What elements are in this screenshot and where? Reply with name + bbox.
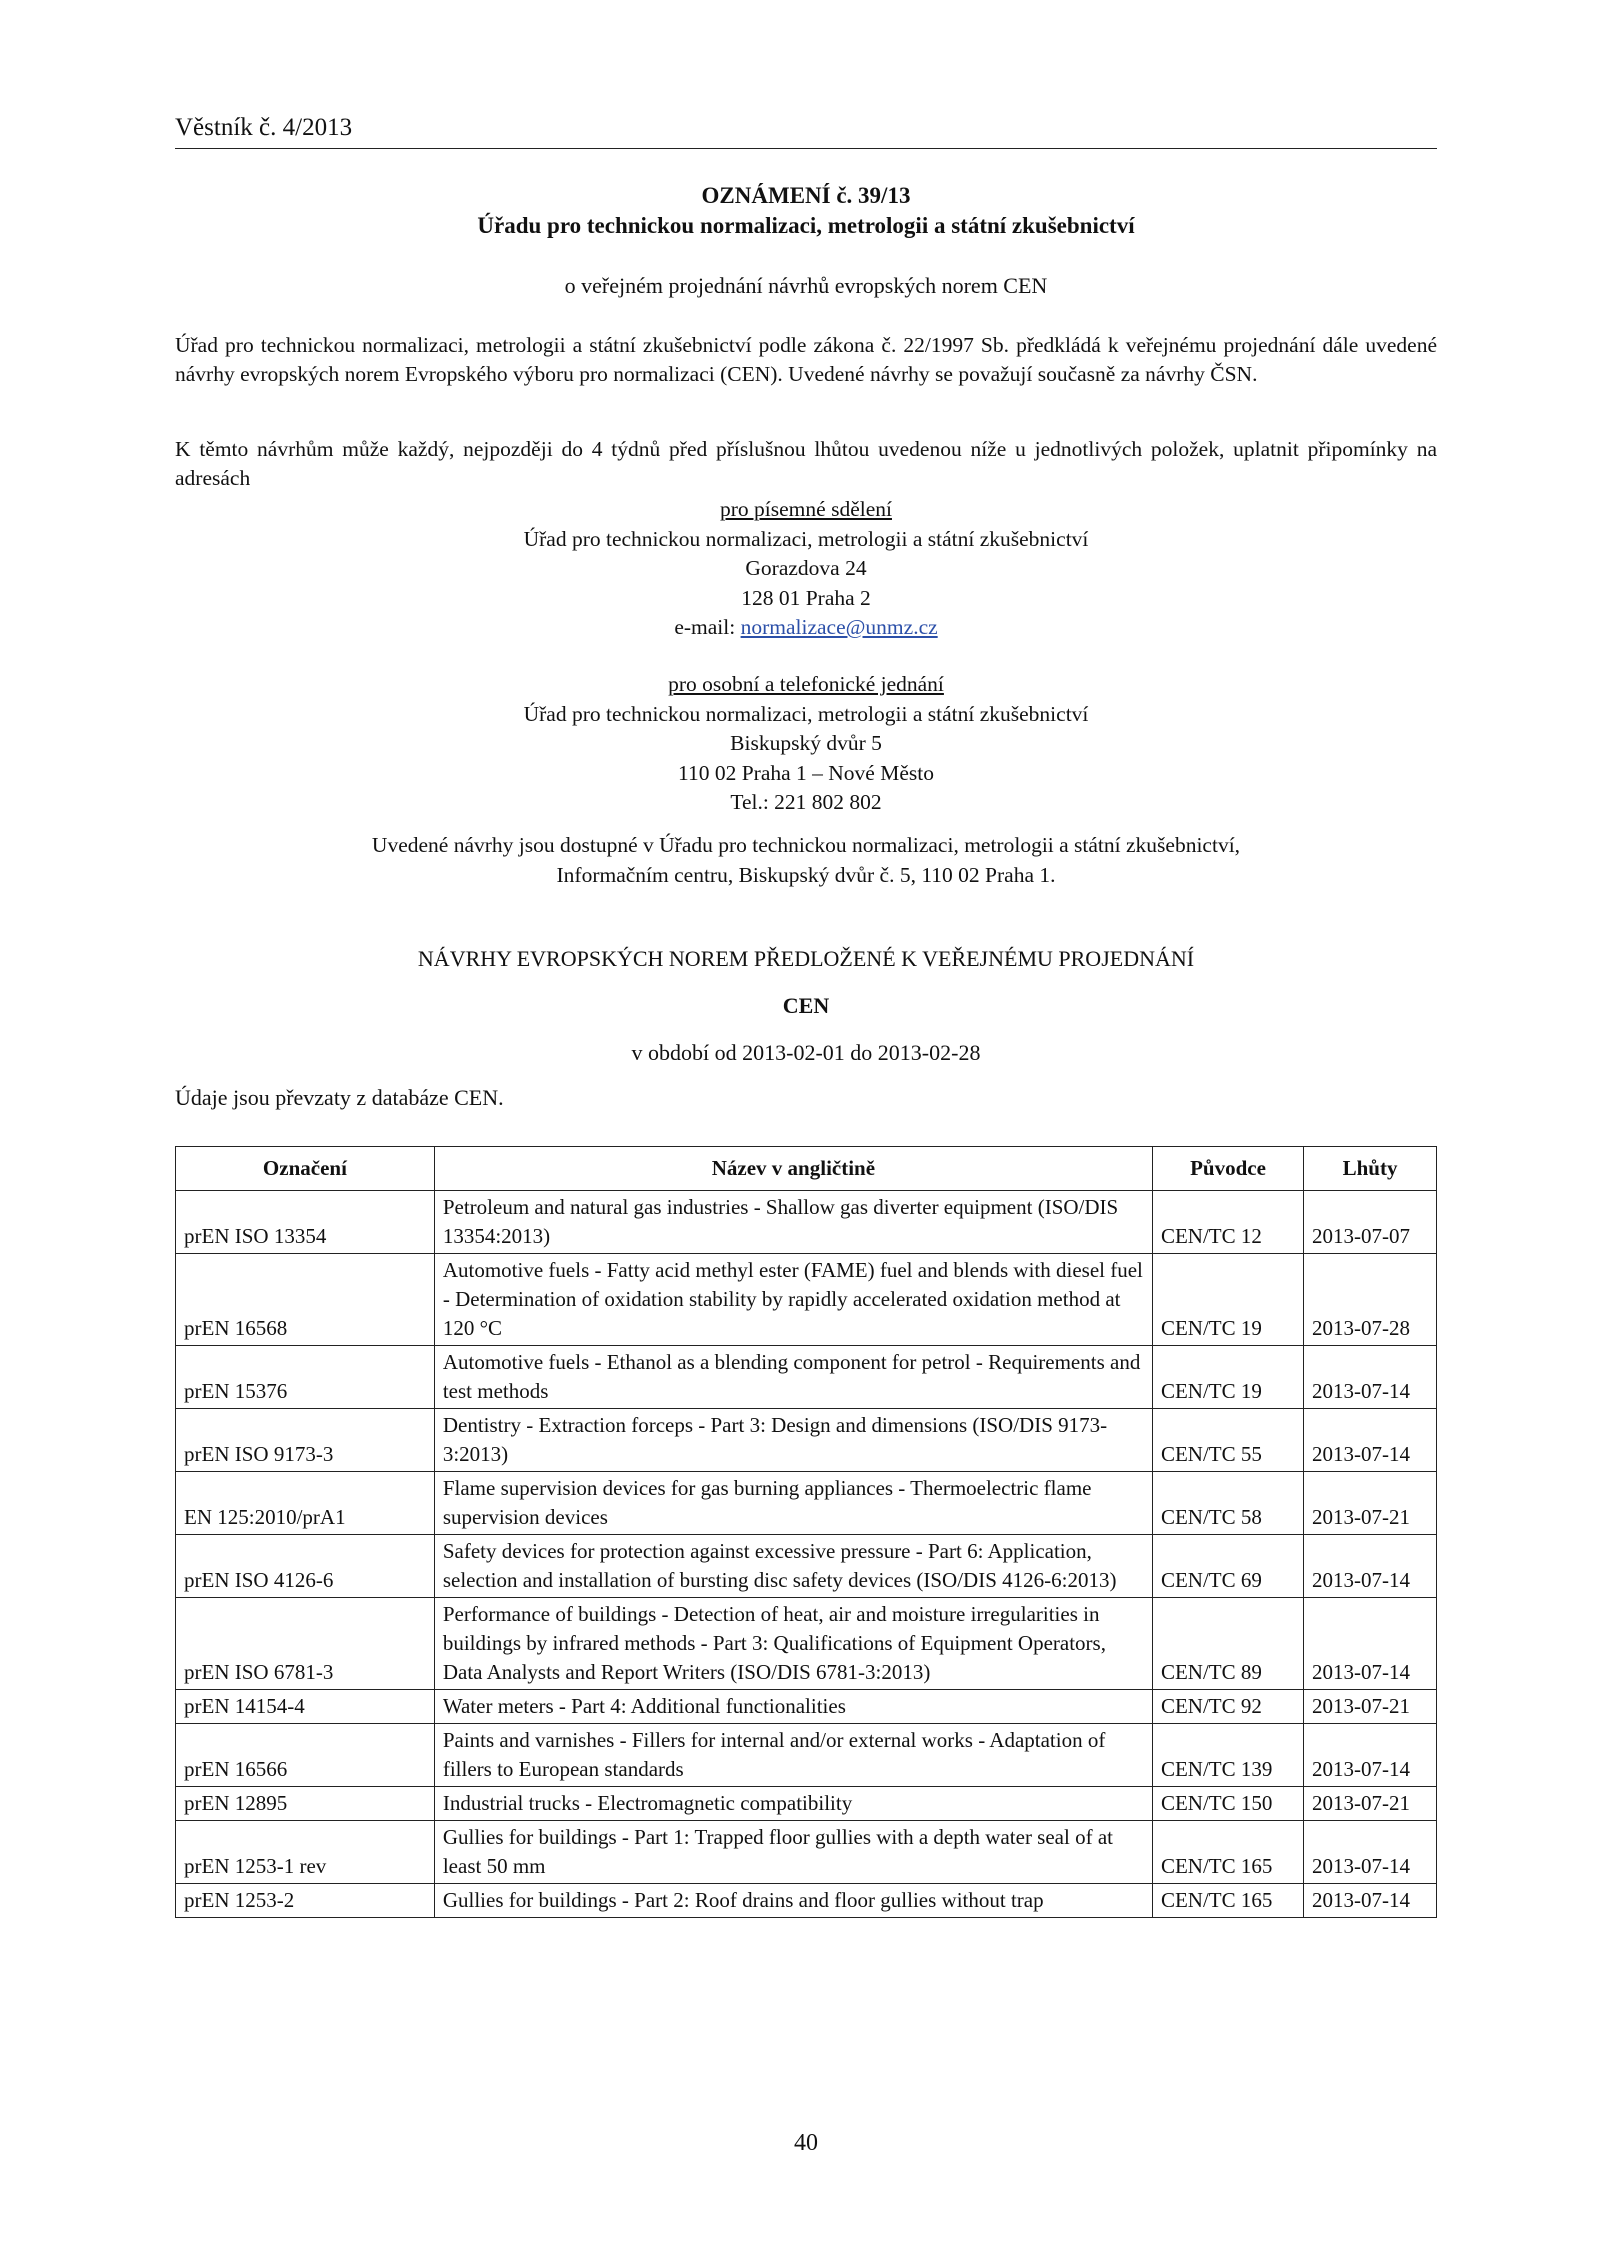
address-personal-city: 110 02 Praha 1 – Nové Město	[678, 760, 934, 785]
cell-deadline: 2013-07-14	[1304, 1346, 1437, 1409]
cell-originator: CEN/TC 92	[1152, 1690, 1303, 1724]
availability-note	[175, 830, 1437, 890]
section-org: CEN	[782, 993, 830, 1018]
cell-designation: prEN 15376	[176, 1346, 435, 1409]
announcement-subtitle: o veřejném projednání návrhů evropských norem CEN	[564, 273, 1048, 298]
table-body	[176, 1191, 1437, 1918]
email-label: e-mail:	[674, 615, 741, 639]
cell-originator: CEN/TC 19	[1152, 1254, 1303, 1346]
address-personal-office: Úřad pro technickou normalizaci, metrologii a státní zkušebnictví	[523, 701, 1089, 726]
section-heading: NÁVRHY EVROPSKÝCH NOREM PŘEDLOŽENÉ K VEŘEJNÉMU PROJEDNÁNÍ	[417, 946, 1195, 971]
address-written-heading: pro písemné sdělení	[720, 497, 892, 521]
cell-english-title: Flame supervision devices for gas burning appliances - Thermoelectric flame supervision devices	[434, 1472, 1152, 1535]
table-row	[176, 1598, 1437, 1690]
cell-designation: prEN 1253-2	[176, 1884, 435, 1918]
table-row	[176, 1821, 1437, 1884]
address-written-city: 128 01 Praha 2	[741, 585, 871, 610]
cell-originator: CEN/TC 89	[1152, 1598, 1303, 1690]
cell-english-title: Performance of buildings - Detection of heat, air and moisture irregularities in buildings by infrared methods - Part 3: Qualifications of Equipment Operators, Data Analysts and Report Writers (ISO/DIS 6781-3:2013)	[434, 1598, 1152, 1690]
cell-designation: prEN 14154-4	[176, 1690, 435, 1724]
cell-deadline: 2013-07-28	[1304, 1254, 1437, 1346]
cell-english-title: Paints and varnishes - Fillers for internal and/or external works - Adaptation of fillers to European standards	[434, 1724, 1152, 1787]
section-period: v období od 2013-02-01 do 2013-02-28	[631, 1040, 981, 1065]
standards-table	[175, 1146, 1437, 1918]
intro-paragraph: Úřad pro technickou normalizaci, metrologii a státní zkušebnictví podle zákona č. 22/1997 Sb. předkládá k veřejnému projednání dále uvedené návrhy evropských norem Evropského výboru pro normalizaci (CEN). Uvedené návrhy se považují současně za návrhy ČSN.	[175, 333, 1437, 386]
cell-designation: prEN ISO 4126-6	[176, 1535, 435, 1598]
cell-originator: CEN/TC 165	[1152, 1884, 1303, 1918]
address-personal-heading: pro osobní a telefonické jednání	[668, 672, 944, 696]
cell-originator: CEN/TC 165	[1152, 1821, 1303, 1884]
cell-originator: CEN/TC 12	[1152, 1191, 1303, 1254]
cell-english-title: Petroleum and natural gas industries - Shallow gas diverter equipment (ISO/DIS 13354:2013)	[434, 1191, 1152, 1254]
cell-designation: prEN 12895	[176, 1787, 435, 1821]
table-row	[176, 1690, 1437, 1724]
cell-deadline: 2013-07-14	[1304, 1409, 1437, 1472]
page-number: 40	[794, 2130, 818, 2156]
table-row	[176, 1254, 1437, 1346]
table-row	[176, 1787, 1437, 1821]
cell-english-title: Safety devices for protection against excessive pressure - Part 6: Application, selection and installation of bursting disc safety devices (ISO/DIS 4126-6:2013)	[434, 1535, 1152, 1598]
cell-designation: prEN 1253-1 rev	[176, 1821, 435, 1884]
table-row	[176, 1409, 1437, 1472]
cell-english-title: Automotive fuels - Fatty acid methyl ester (FAME) fuel and blends with diesel fuel - Determination of oxidation stability by rapidly accelerated oxidation method at 120 °C	[434, 1254, 1152, 1346]
table-row	[176, 1346, 1437, 1409]
cell-deadline: 2013-07-07	[1304, 1191, 1437, 1254]
address-written-email-line	[175, 613, 1437, 643]
table-row	[176, 1724, 1437, 1787]
cell-deadline: 2013-07-21	[1304, 1472, 1437, 1535]
table-row	[176, 1191, 1437, 1254]
address-personal-phone: Tel.: 221 802 802	[730, 790, 882, 814]
cell-deadline: 2013-07-14	[1304, 1884, 1437, 1918]
announcement-issuer: Úřadu pro technickou normalizaci, metrologii a státní zkušebnictví	[477, 213, 1135, 238]
email-link[interactable]: normalizace@unmz.cz	[740, 615, 938, 639]
cell-english-title: Gullies for buildings - Part 2: Roof drains and floor gullies without trap	[434, 1884, 1152, 1918]
cell-designation: prEN 16566	[176, 1724, 435, 1787]
journal-title: Věstník č. 4/2013	[175, 114, 353, 141]
column-header-originator: Původce	[1152, 1147, 1303, 1191]
cell-designation: EN 125:2010/prA1	[176, 1472, 435, 1535]
cell-deadline: 2013-07-21	[1304, 1690, 1437, 1724]
cell-deadline: 2013-07-21	[1304, 1787, 1437, 1821]
address-personal-street: Biskupský dvůr 5	[730, 731, 882, 755]
table-row	[176, 1884, 1437, 1918]
cell-originator: CEN/TC 55	[1152, 1409, 1303, 1472]
cell-english-title: Industrial trucks - Electromagnetic compatibility	[434, 1787, 1152, 1821]
cell-originator: CEN/TC 58	[1152, 1472, 1303, 1535]
cell-originator: CEN/TC 19	[1152, 1346, 1303, 1409]
address-written-street: Gorazdova 24	[745, 556, 867, 580]
cell-deadline: 2013-07-14	[1304, 1724, 1437, 1787]
table-row	[176, 1472, 1437, 1535]
table-row	[176, 1535, 1437, 1598]
cell-deadline: 2013-07-14	[1304, 1821, 1437, 1884]
cell-english-title: Automotive fuels - Ethanol as a blending component for petrol - Requirements and test methods	[434, 1346, 1152, 1409]
cell-deadline: 2013-07-14	[1304, 1535, 1437, 1598]
column-header-name: Název v angličtině	[434, 1147, 1152, 1191]
address-written-block	[175, 495, 1437, 643]
cell-english-title: Dentistry - Extraction forceps - Part 3: Design and dimensions (ISO/DIS 9173-3:2013)	[434, 1409, 1152, 1472]
cell-designation: prEN ISO 13354	[176, 1191, 435, 1254]
cell-english-title: Water meters - Part 4: Additional functionalities	[434, 1690, 1152, 1724]
cell-deadline: 2013-07-14	[1304, 1598, 1437, 1690]
running-header	[175, 110, 1437, 149]
column-header-deadline: Lhůty	[1304, 1147, 1437, 1191]
cell-designation: prEN 16568	[176, 1254, 435, 1346]
comments-paragraph: K těmto návrhům může každý, nejpozději do 4 týdnů před příslušnou lhůtou uvedenou níže u jednotlivých položek, uplatnit připomínky na adresách	[175, 437, 1437, 490]
announcement-title: OZNÁMENÍ č. 39/13	[701, 183, 911, 208]
address-written-office: Úřad pro technickou normalizaci, metrologii a státní zkušebnictví	[523, 526, 1089, 551]
column-header-id: Označení	[176, 1147, 435, 1191]
cell-originator: CEN/TC 139	[1152, 1724, 1303, 1787]
cell-originator: CEN/TC 69	[1152, 1535, 1303, 1598]
availability-line-2: Informačním centru, Biskupský dvůr č. 5, 110 02 Praha 1.	[556, 863, 1056, 887]
address-personal-block	[175, 670, 1437, 818]
cell-designation: prEN ISO 6781-3	[176, 1598, 435, 1690]
table-header-row	[176, 1147, 1437, 1191]
section-source: Údaje jsou převzaty z databáze CEN.	[175, 1085, 504, 1110]
availability-line-1: Uvedené návrhy jsou dostupné v Úřadu pro technickou normalizaci, metrologii a státní zkušebnictví,	[371, 833, 1241, 857]
cell-originator: CEN/TC 150	[1152, 1787, 1303, 1821]
cell-designation: prEN ISO 9173-3	[176, 1409, 435, 1472]
cell-english-title: Gullies for buildings - Part 1: Trapped floor gullies with a depth water seal of at least 50 mm	[434, 1821, 1152, 1884]
